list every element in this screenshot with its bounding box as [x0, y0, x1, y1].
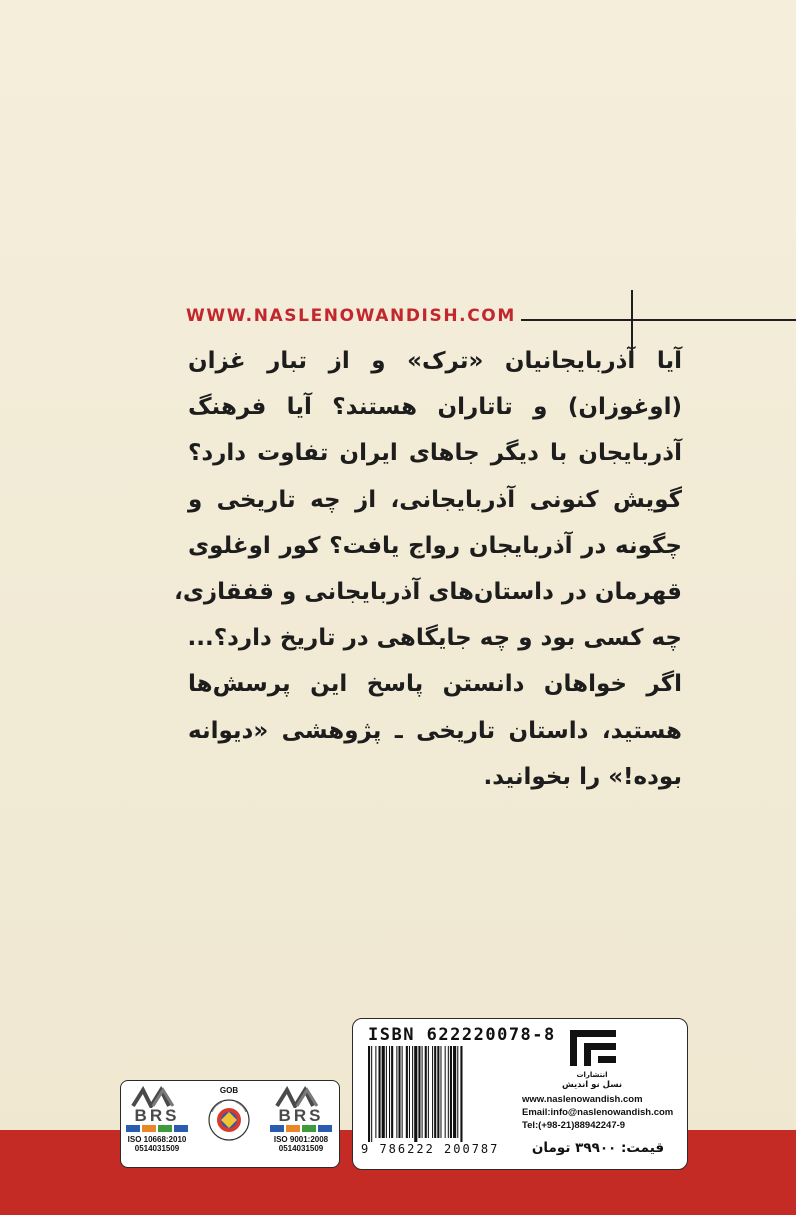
- blurb-line: بوده!» را بخوانید.: [483, 763, 682, 790]
- iso-standard: ISO 9001:2008: [273, 1135, 329, 1144]
- publisher-website[interactable]: WWW.NASLENOWANDISH.COM: [186, 306, 516, 326]
- cert-code: 0514031509: [134, 1144, 180, 1153]
- contact-tel: Tel:(+98-21)88942247-9: [522, 1120, 626, 1131]
- brs-color-bar: [122, 1125, 192, 1132]
- ean-number: 9 786222 200787: [361, 1142, 500, 1156]
- brs-color-bar: [266, 1125, 336, 1132]
- price-label: قیمت: ۳۹۹۰۰ تومان: [531, 1140, 665, 1156]
- cert-code: 0514031509: [278, 1144, 324, 1153]
- brs-wordmark: BRS: [278, 1106, 324, 1125]
- blurb-line: (اوغوزان) و تاتاران هستند؟ آیا فرهنگ: [188, 394, 682, 421]
- publisher-logo-icon: [566, 1028, 620, 1068]
- isbn-label: ISBN 622220078-8: [368, 1025, 556, 1045]
- blurb-line: اگر خواهان دانستن پاسخ این پرسش‌ها: [188, 671, 682, 698]
- brs-logo-icon: [129, 1086, 185, 1108]
- blurb-line: قهرمان در داستان‌های آذربایجانی و قفقازی،: [174, 579, 682, 606]
- publisher-name: [540, 1070, 644, 1090]
- blurb-text: [174, 338, 682, 800]
- barcode-icon: [364, 1046, 512, 1154]
- horizontal-rule: [521, 319, 796, 321]
- contact-website[interactable]: www.naslenowandish.com: [522, 1094, 643, 1105]
- gob-label: GOB: [219, 1086, 239, 1095]
- publisher-contact: [522, 1093, 674, 1132]
- blurb-line: هستید، داستان تاریخی ـ پژوهشی «دیوانه: [188, 717, 682, 744]
- brs-cert-left: [122, 1086, 192, 1162]
- brs-cert-right: [266, 1086, 336, 1162]
- blurb-line: چگونه در آذربایجان رواج یافت؟ کور اوغلوی: [188, 532, 682, 559]
- blurb-line: آذربایجان با دیگر جاهای ایران تفاوت دارد؟: [188, 440, 682, 467]
- blurb-line: آیا آذربایجانیان «ترک» و از تبار غزان: [188, 348, 682, 374]
- iso-standard: ISO 10668:2010: [127, 1135, 187, 1144]
- gob-seal-icon: [200, 1082, 258, 1158]
- brs-wordmark: BRS: [134, 1106, 180, 1125]
- blurb-line: چه کسی بود و چه جایگاهی در تاریخ دارد؟...: [187, 625, 682, 652]
- brs-logo-icon: [273, 1086, 329, 1108]
- blurb-line: گویش کنونی آذربایجانی، از چه تاریخی و: [188, 486, 682, 513]
- publisher-name-line1: انتشارات: [576, 1071, 608, 1079]
- contact-email[interactable]: Email:info@naslenowandish.com: [522, 1107, 674, 1118]
- publisher-name-line2: نسل نو اندیش: [561, 1080, 623, 1090]
